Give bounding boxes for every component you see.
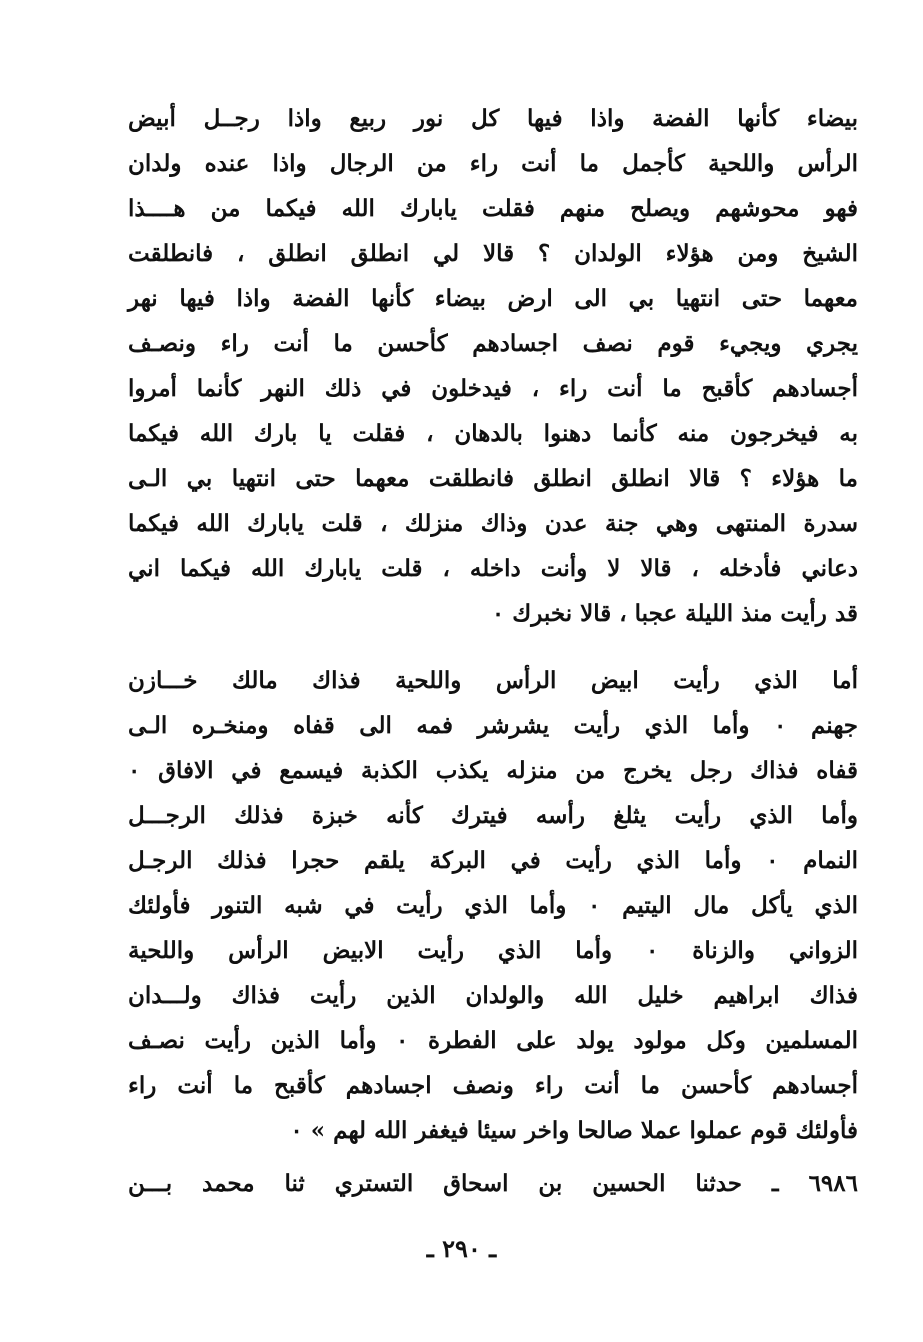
text-line: جهنم ٠ وأما الذي رأيت يشرشر فمه الى قفاه ومنخـره الـى: [128, 712, 859, 739]
text-line: يجري ويجيء قوم نصف اجسادهم كأحسن ما أنت راء ونصـف: [128, 330, 858, 357]
text-line: دعاني فأدخله ، قالا لا وأنت داخله ، قلت يابارك الله فيكما اني: [128, 555, 858, 582]
page-number: ـ ٢٩٠ ـ: [426, 1234, 497, 1263]
text-line: الذي يأكل مال اليتيم ٠ وأما الذي رأيت في شبه التنور فأولئك: [128, 892, 858, 919]
text-line: سدرة المنتهى وهي جنة عدن وذاك منزلك ، قلت يابارك الله فيكما: [128, 510, 858, 537]
text-line: أما الذي رأيت ابيض الرأس واللحية فذاك مالك خـــازن: [128, 667, 858, 694]
text-line: معهما حتى انتهيا بي الى ارض بيضاء كأنها الفضة واذا فيها نهر: [128, 285, 858, 312]
hadith-number-line: ٦٩٨٦ ـ حدثنا الحسين بن اسحاق التستري ثنا محمد بـــن: [128, 1170, 858, 1197]
text-line: فهو محوشهم ويصلح منهم فقلت يابارك الله فيكما من هــــذا: [128, 195, 858, 222]
text-line: الرأس واللحية كأجمل ما أنت راء من الرجال واذا عنده ولدان: [128, 150, 858, 177]
text-line: الشيخ ومن هؤلاء الولدان ؟ قالا لي انطلق انطلق ، فانطلقت: [128, 240, 858, 267]
text-line: ما هؤلاء ؟ قالا انطلق انطلق فانطلقت معهما حتى انتهيا بي الـى: [128, 465, 858, 492]
text-line: فأولئك قوم عملوا عملا صالحا واخر سيئا فيغفر الله لهم » ٠: [290, 1117, 858, 1144]
text-line: النمام ٠ وأما الذي رأيت في البركة يلقم حجرا فذلك الرجـل: [128, 847, 858, 874]
text-line: قد رأيت منذ الليلة عجبا ، قالا نخبرك ٠: [491, 600, 858, 627]
text-line: الزواني والزناة ٠ وأما الذي رأيت الابيض الرأس واللحية: [128, 937, 858, 964]
text-line: أجسادهم كأحسن ما أنت راء ونصف اجسادهم كأقبح ما أنت راء: [128, 1072, 858, 1099]
text-line: به فيخرجون منه كأنما دهنوا بالدهان ، فقلت يا بارك الله فيكما: [128, 420, 858, 447]
text-line: وأما الذي رأيت يثلغ رأسه فيترك كأنه خبزة فذلك الرجـــل: [128, 802, 858, 829]
text-line: بيضاء كأنها الفضة واذا فيها كل نور ربيع واذا رجــل أبيض: [128, 105, 858, 132]
paragraph-2: [128, 658, 858, 1153]
paragraph-1: [128, 96, 858, 636]
text-line: أجسادهم كأقبح ما أنت راء ، فيدخلون في ذلك النهر كأنما أمروا: [128, 375, 858, 402]
text-line: قفاه فذاك رجل يخرج من منزله يكذب الكذبة فيسمع في الافاق ٠: [128, 757, 858, 784]
text-line: فذاك ابراهيم خليل الله والولدان الذين رأيت فذاك ولـــدان: [128, 982, 858, 1009]
text-line: المسلمين وكل مولود يولد على الفطرة ٠ وأما الذين رأيت نصـف: [128, 1027, 858, 1054]
